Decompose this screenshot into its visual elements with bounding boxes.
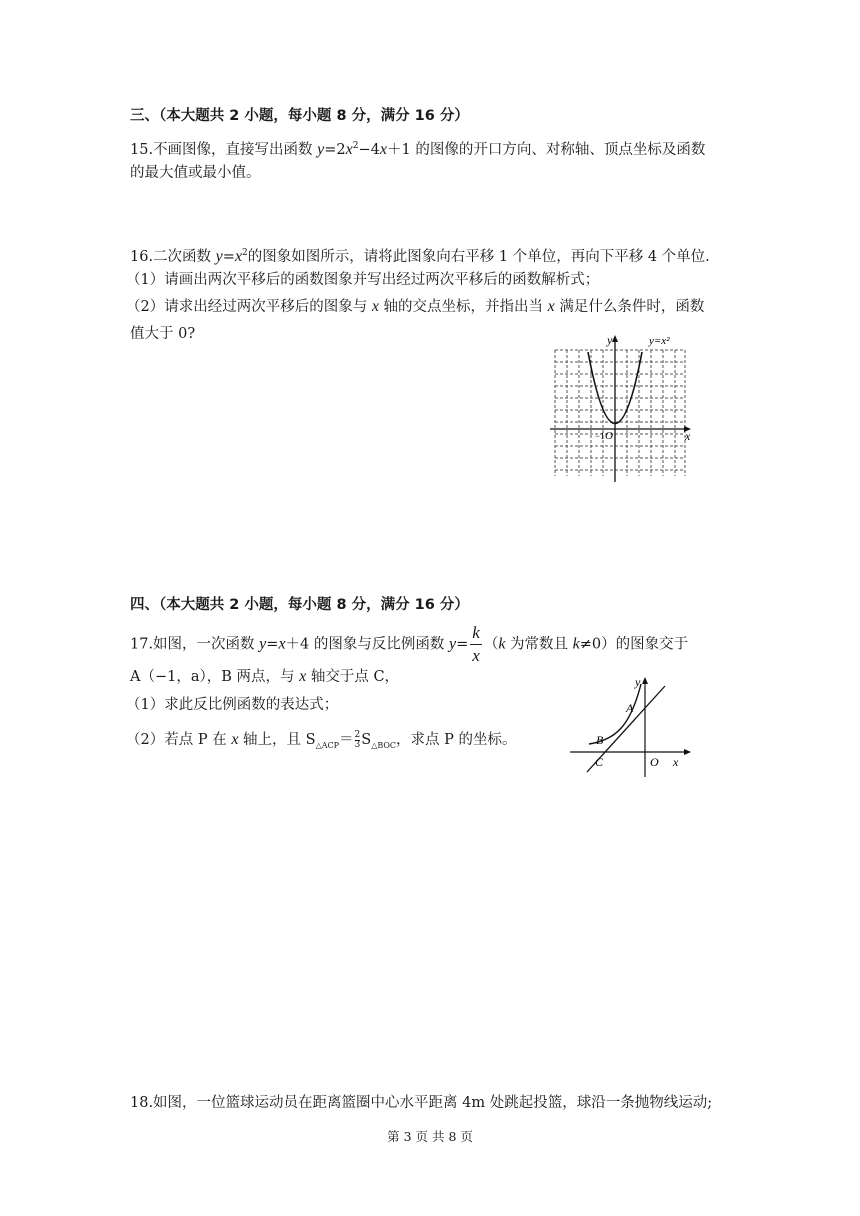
section-3-heading: 三、（本大题共 2 小题，每小题 8 分，满分 16 分）	[130, 108, 469, 124]
curve-label: y=x²	[649, 335, 670, 347]
parabola-figure	[545, 330, 695, 485]
question-16-line-1: 16.二次函数 $y=x^2$的图象如图所示，请将此图象向右平移 1 个单位，再向下平移 4 个单位.	[130, 247, 710, 265]
question-17-line-1: 17.如图，一次函数 y=x＋4 的图象与反比例函数 y= $\frac{k}{x}$ （k 为常数且 k≠0）的图象交于	[130, 623, 689, 665]
two-thirds-fraction: $\frac{2}{3}$	[354, 729, 361, 750]
question-17-part-2: （2）若点 P 在 x 轴上，且 $S_{\triangle ACP}=$ $\frac{2}{3}S_{\triangle BOC}$，求点 P 的坐标。	[126, 729, 517, 750]
y-axis-arrow	[642, 677, 648, 684]
y-axis-arrow	[612, 335, 618, 342]
point-b-label: B	[596, 733, 604, 747]
y-axis-label: y	[635, 675, 641, 689]
x-axis-label: x	[685, 429, 691, 443]
section-4-heading: 四、（本大题共 2 小题，每小题 8 分，满分 16 分）	[130, 597, 469, 613]
y-axis-label: y	[607, 333, 613, 347]
x-axis-arrow	[684, 749, 691, 755]
question-16-part-2: （2）请求出经过两次平移后的图象与 x 轴的交点坐标，并指出当 x 满足什么条件时，函数	[126, 298, 705, 315]
question-15-line-2: 的最大值或最小值。	[130, 165, 261, 181]
line-hyperbola-figure	[565, 672, 695, 782]
origin-label: O	[605, 430, 613, 442]
question-16-part-1: （1）请画出两次平移后的函数图象并写出经过两次平移后的函数解析式；	[126, 272, 600, 288]
origin-label: O	[650, 755, 659, 769]
point-a-label: A	[626, 701, 634, 715]
question-17-line-2: A（−1，a），B 两点，与 x 轴交于点 C，	[130, 668, 400, 685]
point-c-label: C	[595, 755, 604, 769]
question-18-line-1: 18.如图，一位篮球运动员在距离篮圈中心水平距离 4m 处跳起投篮，球沿一条抛物线运动;	[130, 1095, 713, 1111]
grid	[555, 350, 685, 476]
k-over-x-fraction: $\frac{k}{x}$	[472, 623, 480, 665]
question-15-line-1: 15.不画图像，直接写出函数 $y=2x^2-4x+1$ 的图像的开口方向、对称轴、顶点坐标及函数	[130, 140, 706, 158]
question-17-part-1: （1）求此反比例函数的表达式；	[126, 697, 339, 713]
x-axis-label: x	[673, 755, 679, 769]
tick-label-neg-1: −1	[595, 431, 605, 441]
page-footer: 第 3 页 共 8 页	[387, 1129, 473, 1144]
question-16-part-2-line-2: 值大于 0?	[130, 326, 196, 342]
